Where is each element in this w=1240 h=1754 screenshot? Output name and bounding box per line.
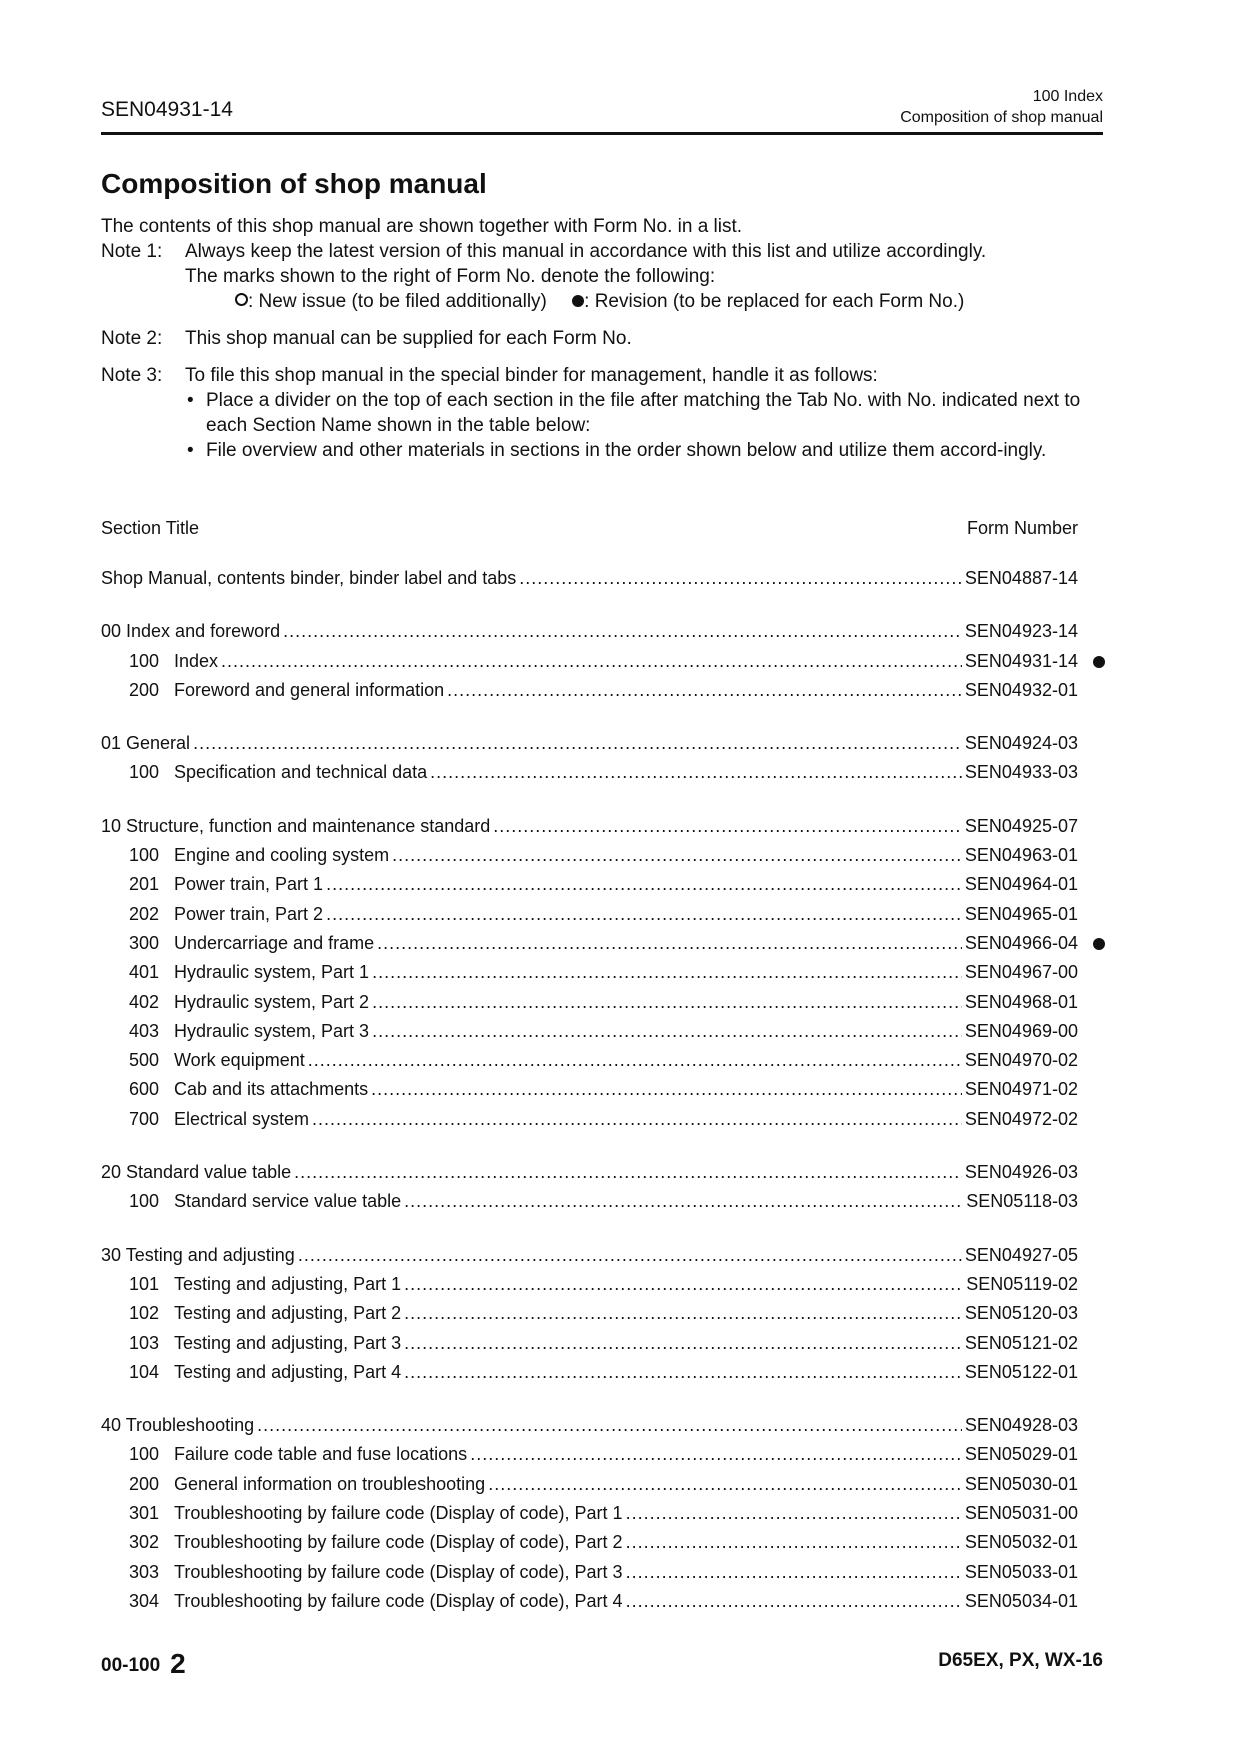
toc-item-row (101, 1075, 1078, 1104)
toc-item-row (101, 1440, 1078, 1469)
toc-item-title: Hydraulic system, Part 2 (174, 991, 370, 1012)
toc-item-title: Index (174, 650, 219, 671)
toc-item-title: Failure code table and fuse locations (174, 1444, 468, 1465)
toc-item-number: 303 (129, 1561, 160, 1582)
toc-item-number: 403 (129, 1020, 160, 1041)
toc-form-number: SEN04932-01 (964, 679, 1078, 700)
toc-section-row (101, 812, 1078, 841)
leader-dots (221, 647, 962, 676)
toc-form-number: SEN04968-01 (964, 991, 1078, 1012)
toc-item-row (101, 1187, 1078, 1216)
note-1-line-2: The marks shown to the right of Form No. denote the following: (185, 266, 716, 287)
model-name: D65EX, PX, WX-16 (938, 1650, 1103, 1671)
bullet-item: • File overview and other materials in sections in the order shown below and utilize them accord-ingly. (185, 438, 1105, 463)
leader-dots (371, 1075, 962, 1104)
toc-form-number: SEN04887-14 (964, 568, 1078, 588)
bullet-item: • Place a divider on the top of each section in the file after matching the Tab No. with No. indicated next to each Section Name shown in the table below: (185, 388, 1105, 438)
leader-dots (404, 1187, 963, 1216)
toc-form-number: SEN04966-04 (964, 932, 1078, 953)
leader-dots (404, 1270, 963, 1299)
toc-header (101, 518, 1078, 539)
toc-item-title: Work equipment (174, 1050, 305, 1071)
leader-dots (298, 1241, 962, 1270)
toc-item-row (101, 870, 1078, 899)
leader-dots (404, 1299, 962, 1328)
leader-dots (377, 929, 962, 958)
toc-item-row (101, 1105, 1078, 1134)
toc-item-number: 201 (129, 874, 160, 895)
leader-dots (493, 812, 962, 841)
toc-item-number: 100 (129, 762, 160, 783)
intro-text (101, 214, 1105, 463)
toc-item-row (101, 1270, 1078, 1299)
toc-item-title: Testing and adjusting, Part 3 (174, 1332, 402, 1353)
toc-item-title: Electrical system (174, 1108, 310, 1129)
intro-line: The contents of this shop manual are shown together with Form No. in a list. (101, 216, 743, 237)
toc-item-row (101, 929, 1078, 958)
header-subtitle: Composition of shop manual (900, 109, 1103, 126)
toc-form-number: SEN04963-01 (964, 845, 1078, 866)
toc-item-number: 700 (129, 1108, 160, 1129)
revision-dot-icon (572, 295, 584, 307)
toc-item-row (101, 1046, 1078, 1075)
toc-form-number: SEN04933-03 (964, 762, 1078, 783)
toc-section-row (101, 564, 1078, 593)
leader-dots (626, 1558, 962, 1587)
toc-form-number: SEN04926-03 (964, 1162, 1078, 1183)
toc-form-number: SEN05121-02 (964, 1332, 1078, 1353)
leader-dots (372, 988, 962, 1017)
leader-dots (626, 1528, 962, 1557)
note-3-label: Note 3: (101, 365, 163, 386)
toc-item-title: General information on troubleshooting (174, 1473, 486, 1494)
toc-item-title: Power train, Part 1 (174, 874, 324, 895)
header-doc-number: SEN04931-14 (101, 98, 233, 121)
leader-dots (392, 841, 962, 870)
toc-form-number: SEN04928-03 (964, 1415, 1078, 1436)
toc-item-title: Troubleshooting by failure code (Display of code), Part 2 (174, 1532, 623, 1553)
revision-mark-icon (1093, 938, 1105, 950)
note-3-body (185, 363, 1105, 463)
toc-item-row (101, 1358, 1078, 1387)
toc-item-number: 102 (129, 1303, 160, 1324)
page-title: Composition of shop manual (101, 168, 487, 199)
toc-item-title: Standard service value table (174, 1191, 402, 1212)
toc-form-number: SEN05122-01 (964, 1361, 1078, 1382)
toc-item-number: 302 (129, 1532, 160, 1553)
leader-dots (326, 870, 962, 899)
toc-form-number: SEN05033-01 (964, 1561, 1078, 1582)
toc-form-number: SEN04964-01 (964, 874, 1078, 895)
page-number (101, 1648, 186, 1680)
toc-section-row (101, 1158, 1078, 1187)
leader-dots (372, 958, 962, 987)
page-num: 2 (170, 1648, 186, 1679)
leader-dots (257, 1411, 962, 1440)
toc-section-row (101, 729, 1078, 758)
toc-item-title: Undercarriage and frame (174, 932, 375, 953)
toc-header-form-number: Form Number (966, 518, 1078, 538)
toc-item-title: 30 Testing and adjusting (101, 1244, 295, 1265)
leader-dots (519, 564, 962, 593)
toc-item-title: Hydraulic system, Part 1 (174, 962, 370, 983)
leader-dots (626, 1499, 962, 1528)
toc-form-number: SEN05119-02 (966, 1273, 1078, 1294)
toc-item-title: Shop Manual, contents binder, binder label and tabs (101, 568, 517, 588)
toc-item-number: 600 (129, 1079, 160, 1100)
toc-item-row (101, 676, 1078, 705)
toc-item-number: 500 (129, 1050, 160, 1071)
toc-item-row (101, 1299, 1078, 1328)
header-section: 100 Index (1032, 88, 1103, 105)
toc-item-title: 10 Structure, function and maintenance standard (101, 815, 491, 836)
toc-form-number: SEN05031-00 (964, 1503, 1078, 1524)
toc-item-number: 300 (129, 932, 160, 953)
toc-item-title: Troubleshooting by failure code (Display of code), Part 1 (174, 1503, 623, 1524)
toc-item-row (101, 1587, 1078, 1616)
toc-form-number: SEN04967-00 (964, 962, 1078, 983)
toc-form-number: SEN05029-01 (964, 1444, 1078, 1465)
leader-dots (404, 1329, 962, 1358)
toc-item-number: 100 (129, 1444, 160, 1465)
revision-mark-icon (1093, 656, 1105, 668)
toc-form-number: SEN04923-14 (964, 621, 1078, 642)
toc-form-number: SEN05120-03 (964, 1303, 1078, 1324)
toc-item-title: Foreword and general information (174, 679, 445, 700)
toc-header-section-title: Section Title (101, 518, 200, 538)
leader-dots (308, 1046, 962, 1075)
leader-dots (283, 617, 962, 646)
leader-dots (626, 1587, 962, 1616)
leader-dots (470, 1440, 962, 1469)
toc-form-number: SEN04924-03 (964, 733, 1078, 754)
leader-dots (404, 1358, 962, 1387)
toc-item-row (101, 647, 1078, 676)
toc-item-row (101, 1558, 1078, 1587)
leader-dots (294, 1158, 962, 1187)
toc-form-number: SEN04925-07 (964, 815, 1078, 836)
note-3 (101, 363, 1105, 463)
toc-form-number: SEN04931-14 (964, 650, 1078, 671)
toc-item-number: 402 (129, 991, 160, 1012)
note-2-body: This shop manual can be supplied for each Form No. (185, 328, 632, 349)
toc-section-row (101, 617, 1078, 646)
toc-form-number: SEN04965-01 (964, 903, 1078, 924)
toc-item-row (101, 1499, 1078, 1528)
leader-dots (193, 729, 962, 758)
mark-new-text: : New issue (to be filed additionally) (248, 291, 547, 312)
toc-item-row (101, 1470, 1078, 1499)
note-1-line-1: Always keep the latest version of this manual in accordance with this list and utilize accordingly. (185, 241, 987, 262)
new-issue-circle-icon (235, 293, 248, 306)
leader-dots (430, 758, 962, 787)
toc-section-row (101, 1411, 1078, 1440)
toc-item-number: 104 (129, 1361, 160, 1382)
toc-list (101, 564, 1078, 1616)
toc-item-number: 301 (129, 1503, 160, 1524)
note-2 (101, 326, 1105, 351)
toc-item-title: Testing and adjusting, Part 4 (174, 1361, 402, 1382)
toc-form-number: SEN04969-00 (964, 1020, 1078, 1041)
leader-dots (312, 1105, 962, 1134)
note-1-label: Note 1: (101, 241, 163, 262)
toc-item-row (101, 958, 1078, 987)
toc-item-number: 103 (129, 1332, 160, 1353)
toc-form-number: SEN05030-01 (964, 1473, 1078, 1494)
toc-item-title: 00 Index and foreword (101, 621, 281, 642)
toc-item-row (101, 1528, 1078, 1557)
leader-dots (372, 1017, 962, 1046)
note-1-body (185, 239, 1105, 314)
note-1 (101, 239, 1105, 314)
toc-item-title: Engine and cooling system (174, 845, 390, 866)
toc-item-number: 100 (129, 845, 160, 866)
toc-item-title: Cab and its attachments (174, 1079, 369, 1100)
leader-dots (326, 900, 962, 929)
toc-form-number: SEN04972-02 (964, 1108, 1078, 1129)
toc-item-title: Troubleshooting by failure code (Display of code), Part 3 (174, 1561, 623, 1582)
toc-item-row (101, 758, 1078, 787)
page-header (101, 82, 1103, 135)
toc-item-row (101, 1017, 1078, 1046)
toc-section-row (101, 1241, 1078, 1270)
note-3-bullets (185, 388, 1105, 463)
toc-item-title: 01 General (101, 733, 191, 754)
header-right (900, 86, 1103, 128)
note-3-text: To file this shop manual in the special binder for management, handle it as follows: (185, 365, 878, 386)
toc-item-title: Hydraulic system, Part 3 (174, 1020, 370, 1041)
toc-item-row (101, 1329, 1078, 1358)
toc-item-number: 100 (129, 1191, 160, 1212)
toc-item-number: 200 (129, 679, 160, 700)
toc-item-title: 20 Standard value table (101, 1162, 292, 1183)
toc-item-title: Specification and technical data (174, 762, 428, 783)
toc-item-number: 401 (129, 962, 160, 983)
toc-item-title: Troubleshooting by failure code (Display of code), Part 4 (174, 1590, 623, 1611)
toc-item-number: 200 (129, 1473, 160, 1494)
toc-form-number: SEN05032-01 (964, 1532, 1078, 1553)
toc-item-title: Testing and adjusting, Part 1 (174, 1273, 402, 1294)
note-2-label: Note 2: (101, 328, 163, 349)
toc-item-number: 101 (129, 1273, 160, 1294)
toc-item-row (101, 988, 1078, 1017)
toc-form-number: SEN05118-03 (966, 1191, 1078, 1212)
toc-form-number: SEN04971-02 (964, 1079, 1078, 1100)
toc-item-number: 304 (129, 1590, 160, 1611)
toc-item-title: Testing and adjusting, Part 2 (174, 1303, 402, 1324)
toc-item-title: 40 Troubleshooting (101, 1415, 255, 1436)
toc-form-number: SEN04927-05 (964, 1244, 1078, 1265)
leader-dots (447, 676, 962, 705)
mark-rev-text: : Revision (to be replaced for each Form No.) (584, 291, 965, 312)
toc-item-number: 202 (129, 903, 160, 924)
toc-item-number: 100 (129, 650, 160, 671)
toc-item-title: Power train, Part 2 (174, 903, 324, 924)
leader-dots (488, 1470, 962, 1499)
toc-item-row (101, 841, 1078, 870)
page-footer (101, 1636, 1103, 1679)
toc-form-number: SEN04970-02 (964, 1050, 1078, 1071)
toc-form-number: SEN05034-01 (964, 1590, 1078, 1611)
toc-item-row (101, 900, 1078, 929)
mark-legend (185, 289, 1105, 314)
page-code: 00-100 (101, 1655, 161, 1676)
